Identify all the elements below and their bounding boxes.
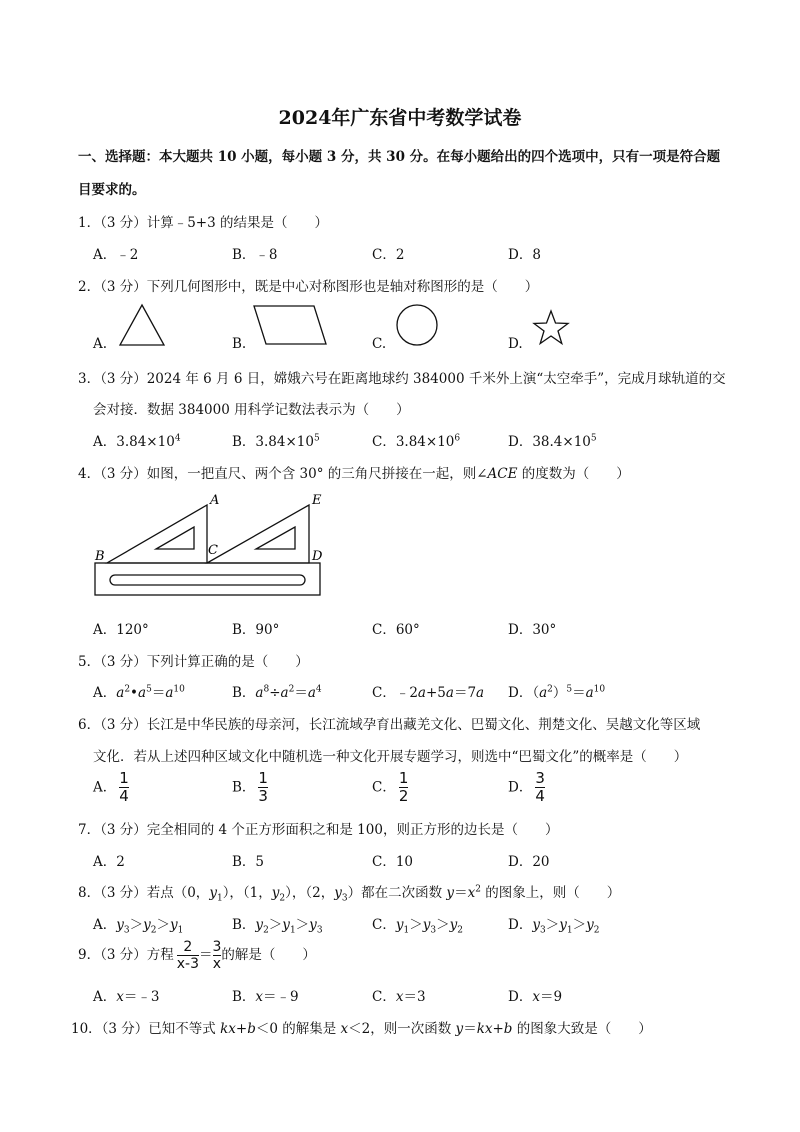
page-title: 2024年广东省中考数学试卷: [278, 107, 522, 129]
q8-option-a: A．$y_3>y_2>y_1$: [93, 917, 184, 936]
question-6-line2: 文化．若从上述四种区域文化中随机选一种文化开展专题学习，则选中“巴蜀文化”的概率是（ ）: [93, 749, 688, 765]
q9-option-a: A．x＝﹣3: [93, 989, 160, 1005]
parallelogram-shape: [252, 304, 328, 346]
q3-option-a: A．$3.84\times 10^4$: [93, 433, 181, 450]
q5-option-b: B．$a^8\div a^2=a^4$: [232, 684, 322, 701]
right-triangle-inner: [256, 527, 295, 549]
q4-option-d: D．30°: [508, 622, 557, 638]
q9-option-d: D．x＝9: [508, 989, 563, 1005]
q1-option-b: B．﹣8: [232, 247, 278, 263]
question-2-stem: 2．（3 分）下列几何图形中，既是中心对称图形也是轴对称图形的是（ ）: [78, 279, 539, 295]
q1-option-c: C．2: [372, 247, 405, 263]
question-4-stem: 4．（3 分）如图，一把直尺、两个含 30° 的三角尺拼接在一起，则∠ACE 的度数为（ ）: [78, 466, 630, 482]
q1-option-a: A．﹣2: [93, 247, 139, 263]
question-9-stem: 9．（3 分）方程 $\frac{2}{x-3}$ ＝ $\frac{3}{x}$ 的解是（ ）: [78, 939, 316, 972]
question-10-stem: 10．（3 分）已知不等式 kx+b＜0 的解集是 x＜2，则一次函数 y＝kx+b 的图象大致是（ ）: [71, 1021, 652, 1037]
q3-option-c: C．$3.84\times 10^6$: [372, 433, 461, 450]
q7-option-c: C．10: [372, 854, 414, 870]
circle-shape: [395, 303, 439, 347]
q1-option-d: D．8: [508, 247, 541, 263]
q5-option-d: D．$(a^2)^5=a^{10}$: [508, 684, 606, 701]
q5-option-a: A．$a^2•a^5=a^{10}$: [93, 684, 185, 701]
q3-option-d: D．$38.4\times 10^5$: [508, 433, 597, 450]
point-b-label: B: [95, 549, 105, 564]
ruler-slot: [110, 575, 305, 585]
point-c-label: C: [208, 543, 218, 558]
q6-option-b: B． $\frac{1}{3}$: [232, 769, 268, 805]
q7-option-b: B．5: [232, 854, 265, 870]
section-heading-line1: 一、选择题：本大题共 10 小题，每小题 3 分，共 30 分。在每小题给出的四个选项中，只有一项是符合题: [78, 149, 721, 165]
q2-label-b: B.: [232, 336, 247, 352]
q6-option-c: C． $\frac{1}{2}$: [372, 769, 409, 805]
question-6-line1: 6．（3 分）长江是中华民族的母亲河，长江流域孕育出藏羌文化、巴蜀文化、荆楚文化、吴越文化等区域: [78, 717, 701, 733]
question-3-line1: 3．（3 分）2024 年 6 月 6 日，嫦娥六号在距离地球约 384000 千米外上演“太空牵手”，完成月球轨道的交: [78, 371, 726, 387]
right-triangle: [207, 505, 309, 563]
q3-option-b: B．$3.84\times 10^5$: [232, 433, 320, 450]
ruler: [95, 563, 320, 595]
point-e-label: E: [312, 493, 322, 508]
q8-option-b: B．$y_2>y_1>y_3$: [232, 917, 323, 936]
q9-option-c: C．x＝3: [372, 989, 426, 1005]
q5-option-c: C．﹣2a+5a＝7a: [372, 685, 485, 701]
q8-option-c: C．$y_1>y_3>y_2$: [372, 917, 463, 936]
q7-option-d: D．20: [508, 854, 550, 870]
triangle-shape: [118, 303, 166, 347]
question-7-stem: 7．（3 分）完全相同的 4 个正方形面积之和是 100，则正方形的边长是（ ）: [78, 822, 559, 838]
question-8-stem: 8．（3 分）若点（0，$y_1$），（1，$y_2$），（2，$y_3$）都在二次函数 $y=x^2$ 的图象上，则（ ）: [78, 884, 621, 904]
q6-option-d: D． $\frac{3}{4}$: [508, 769, 545, 805]
q4-option-c: C．60°: [372, 622, 420, 638]
q8-option-d: D．$y_3>y_1>y_2$: [508, 917, 600, 936]
section-heading-line2: 目要求的。: [78, 182, 146, 198]
q4-option-a: A．120°: [93, 622, 149, 638]
question-3-line2: 会对接．数据 384000 用科学记数法表示为（ ）: [93, 402, 410, 418]
q7-option-a: A．2: [93, 854, 125, 870]
left-triangle: [107, 505, 207, 563]
q2-label-c: C.: [372, 336, 387, 352]
ruler-triangles-figure: [90, 490, 330, 602]
question-5-stem: 5．（3 分）下列计算正确的是（ ）: [78, 654, 309, 670]
q9-option-b: B．x＝﹣9: [232, 989, 299, 1005]
point-d-label: D: [312, 549, 323, 564]
q4-option-b: B．90°: [232, 622, 280, 638]
q6-option-a: A． $\frac{1}{4}$: [93, 769, 129, 805]
question-1-stem: 1．（3 分）计算﹣5+3 的结果是（ ）: [78, 215, 329, 231]
point-a-label: A: [210, 493, 220, 508]
left-triangle-inner: [156, 527, 194, 549]
q2-label-a: A.: [93, 336, 108, 352]
q2-label-d: D.: [508, 336, 523, 352]
star-shape: [531, 309, 571, 347]
